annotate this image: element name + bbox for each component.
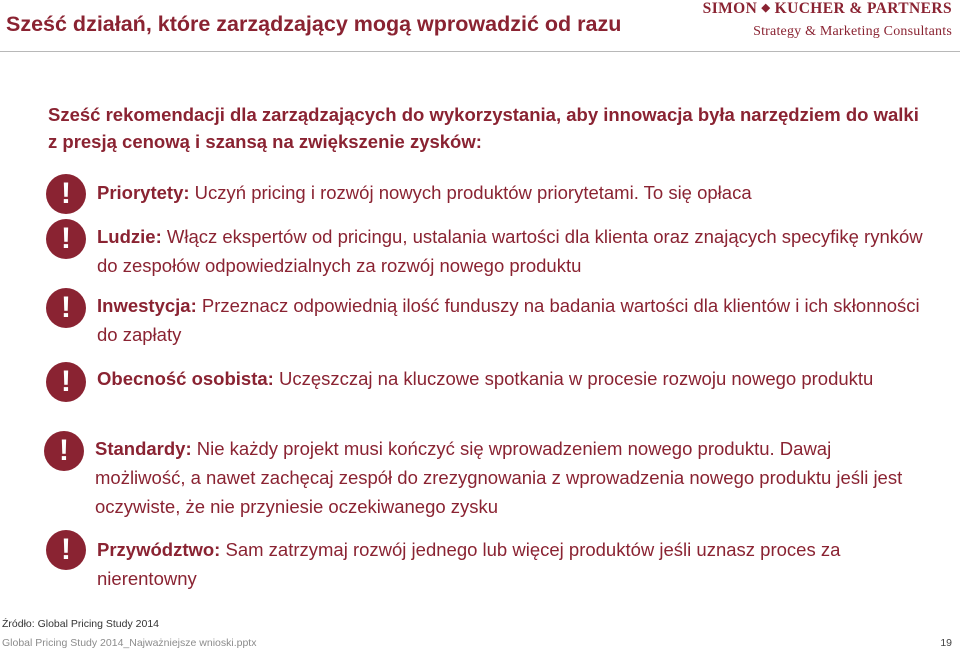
recommendation-text	[97, 222, 927, 280]
recommendation-text	[97, 535, 927, 593]
footer-filename: Global Pricing Study 2014_Najważniejsze wnioski.pptx	[2, 637, 257, 649]
recommendation-text	[97, 291, 927, 349]
recommendation-body: Nie każdy projekt musi kończyć się wprowadzeniem nowego produktu. Dawaj możliwość, a nawet zachęcaj zespół do zrezygnowania z wprowadzenia nowego produktu jeśli jest oczywiste, że nie przyniesie oczekiwanego zysku	[95, 438, 903, 517]
recommendation-body: Uczęszczaj na kluczowe spotkania w procesie rozwoju nowego produktu	[273, 368, 874, 389]
recommendation-body: Uczyń pricing i rozwój nowych produktów priorytetami. To się opłaca	[189, 182, 752, 203]
recommendation-label: Priorytety:	[97, 182, 190, 203]
recommendation-label: Ludzie:	[97, 226, 162, 247]
recommendation-body: Sam zatrzymaj rozwój jednego lub więcej produktów jeśli uznasz proces za nierentowny	[97, 539, 841, 589]
recommendation-body: Włącz ekspertów od pricingu, ustalania wartości dla klienta oraz znających specyfikę rynków do zespołów odpowiedzialnych za rozwój nowego produktu	[97, 226, 923, 276]
recommendation-text	[97, 364, 927, 393]
page-number: 19	[940, 637, 952, 649]
diamond-icon: ◆	[761, 2, 771, 14]
exclamation-icon: !	[46, 288, 86, 328]
slide-title: Sześć działań, które zarządzający mogą wprowadzić od razu	[6, 12, 622, 36]
recommendation-label: Standardy:	[95, 438, 192, 459]
company-logo	[702, 0, 952, 41]
exclamation-icon: !	[46, 219, 86, 259]
recommendation-body: Przeznacz odpowiednią ilość funduszy na badania wartości dla klientów i ich skłonności do zapłaty	[97, 295, 920, 345]
logo-company-name	[702, 0, 952, 19]
recommendation-text	[95, 434, 925, 521]
recommendation-label: Inwestycja:	[97, 295, 197, 316]
source-note: Źródło: Global Pricing Study 2014	[2, 618, 160, 630]
exclamation-icon: !	[44, 431, 84, 471]
exclamation-icon: !	[46, 174, 86, 214]
recommendation-label: Przywództwo:	[97, 539, 221, 560]
exclamation-icon: !	[46, 362, 86, 402]
recommendation-text	[97, 178, 927, 207]
exclamation-icon: !	[46, 530, 86, 570]
header-divider	[0, 51, 960, 52]
recommendation-label: Obecność osobista:	[97, 368, 274, 389]
logo-name-right: KUCHER & PARTNERS	[774, 0, 952, 17]
intro-heading: Sześć rekomendacji dla zarządzających do wykorzystania, aby innowacja była narzędziem do walki z presją cenową i szansą na zwiększenie zysków:	[48, 104, 919, 152]
logo-name-left: SIMON	[702, 0, 758, 17]
logo-subtitle: Strategy & Marketing Consultants	[753, 24, 952, 39]
